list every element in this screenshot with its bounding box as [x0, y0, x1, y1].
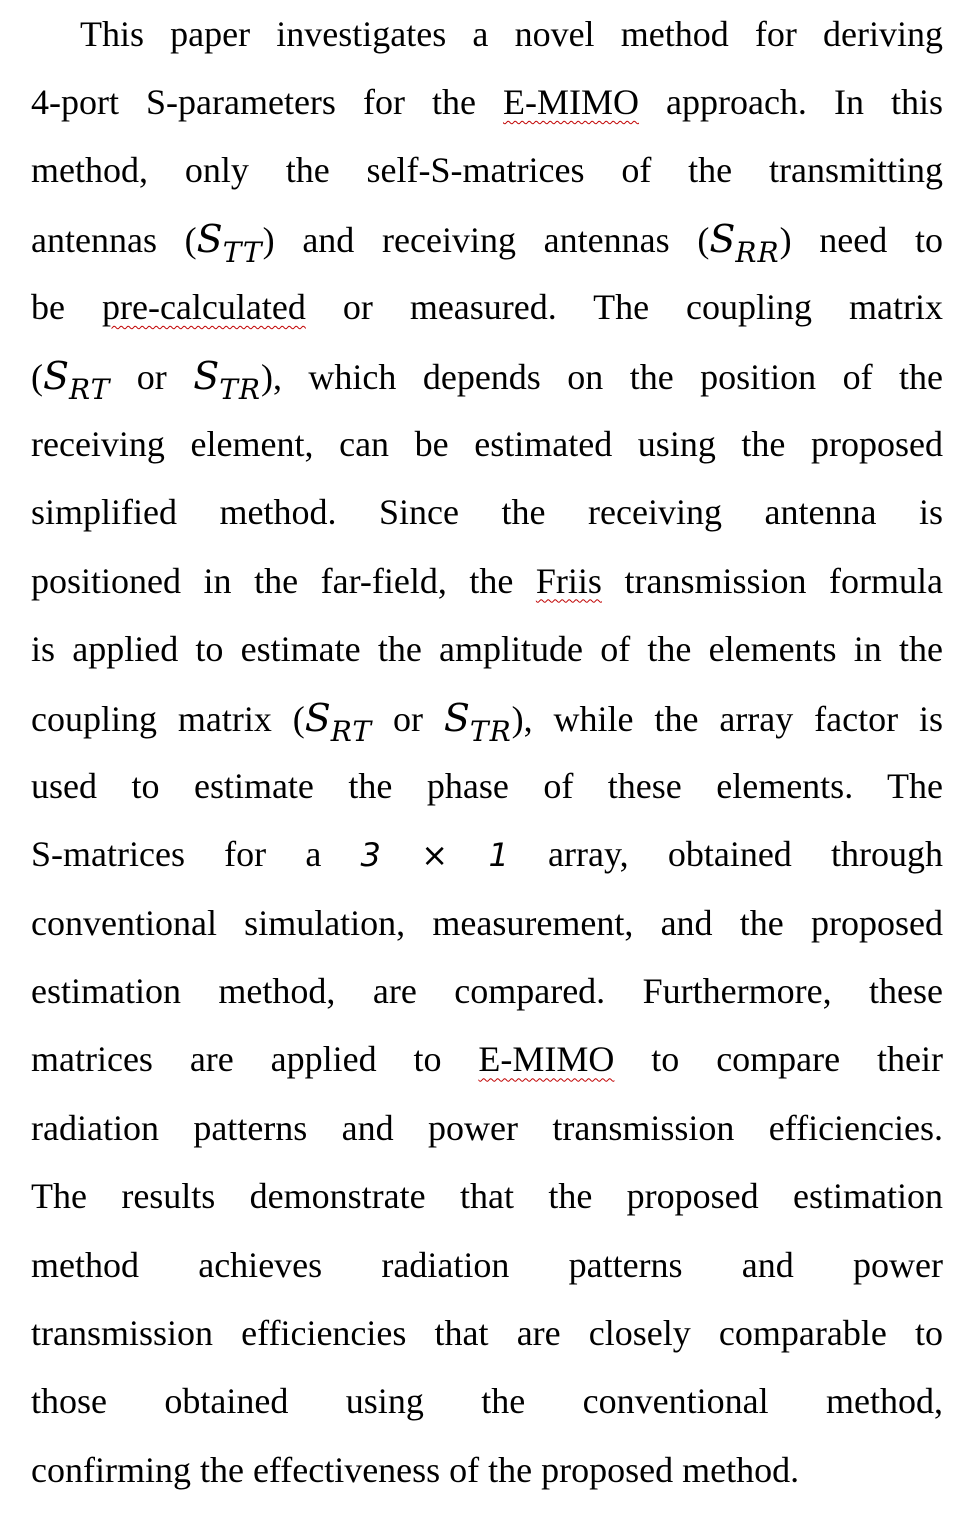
math-symbol: S [304, 695, 331, 740]
text-span: approach. In this [638, 82, 943, 122]
text-line [31, 1162, 943, 1230]
text-line [31, 1231, 943, 1299]
text-line [31, 1094, 943, 1162]
text-line [31, 0, 943, 68]
math-subscript: RT [69, 372, 111, 406]
math-s-tr [443, 695, 512, 748]
text-span: method achieves radiation patterns and power [31, 1244, 943, 1285]
math-s-rt [43, 353, 111, 406]
text-span: This paper investigates a novel method for deriving [80, 14, 943, 54]
text-span: array, obtained through [508, 834, 944, 875]
text-span: estimation method, are compared. Furthermore, these [31, 971, 943, 1012]
math-symbol: S [43, 353, 70, 398]
text-span: method, only the self-S-matrices of the transmitting [31, 150, 943, 191]
text-line [31, 889, 943, 957]
math-subscript: TT [222, 235, 263, 269]
text-span: or [110, 356, 194, 397]
spellcheck-word[interactable]: E-MIMO [502, 82, 639, 122]
math-s-rr [709, 216, 780, 269]
text-span: ), which depends on the position of the [261, 356, 943, 397]
spellcheck-word[interactable]: pre-calculated [101, 287, 306, 328]
text-span: transmission efficiencies that are closely comparable to [31, 1313, 943, 1354]
text-line [31, 615, 943, 683]
text-span: 4-port S-parameters for the [31, 82, 503, 122]
text-line [31, 1025, 943, 1093]
math-subscript: TR [469, 714, 512, 748]
text-span: antennas ( [31, 219, 197, 260]
text-span: to compare their [614, 1039, 943, 1080]
text-span: receiving element, can be estimated using the proposed [31, 423, 943, 464]
text-span: positioned in the far-field, the [31, 560, 536, 601]
text-line [31, 957, 943, 1025]
math-subscript: TR [219, 372, 261, 406]
text-span: conventional simulation, measurement, and the proposed [31, 902, 943, 943]
abstract-paragraph [31, 0, 943, 1504]
math-s-tt [196, 216, 263, 269]
text-span: or [372, 698, 444, 739]
text-line [31, 68, 943, 136]
text-span: transmission formula [601, 560, 943, 601]
spellcheck-word[interactable]: E-MIMO [478, 1039, 615, 1080]
text-span: ), while the array factor is [511, 698, 943, 739]
text-span: coupling matrix ( [31, 698, 305, 739]
text-line [31, 273, 943, 341]
math-symbol: S [196, 216, 223, 261]
math-symbol: S [193, 353, 220, 398]
text-span: used to estimate the phase of these elements. The [31, 765, 943, 806]
text-line [31, 547, 943, 615]
text-line [31, 820, 943, 888]
text-span: ) and receiving antennas ( [262, 219, 710, 260]
text-line [31, 752, 943, 820]
text-span: S-matrices for a [31, 834, 361, 875]
text-span: be [31, 287, 102, 328]
math-symbol: S [443, 695, 470, 740]
text-line [31, 1436, 943, 1504]
text-span: radiation patterns and power transmission efficiencies. [31, 1107, 943, 1148]
text-span: those obtained using the conventional method, [31, 1381, 943, 1422]
math-s-tr [193, 353, 261, 406]
text-line [31, 684, 943, 752]
text-span: ( [31, 356, 43, 397]
text-line [31, 410, 943, 478]
math-s-rt [304, 695, 373, 748]
text-line [31, 342, 943, 410]
math-subscript: RT [330, 714, 373, 748]
math-subscript: RR [735, 235, 780, 269]
text-span: ) need to [779, 219, 943, 260]
text-span: confirming the effectiveness of the proposed method. [31, 1449, 800, 1490]
text-line [31, 1299, 943, 1367]
text-span: or measured. The coupling matrix [305, 287, 944, 328]
text-span: matrices are applied to [31, 1039, 479, 1080]
text-line [31, 205, 943, 273]
spellcheck-word[interactable]: Friis [535, 560, 602, 601]
text-span: The results demonstrate that the proposed estimation [31, 1176, 943, 1217]
math-array-size: 3 × 1 [360, 836, 509, 875]
text-line [31, 478, 943, 546]
text-span: is applied to estimate the amplitude of the elements in the [31, 629, 943, 670]
math-symbol: S [709, 216, 736, 261]
text-span: simplified method. Since the receiving antenna is [31, 492, 943, 533]
text-line [31, 1367, 943, 1435]
text-line [31, 136, 943, 204]
